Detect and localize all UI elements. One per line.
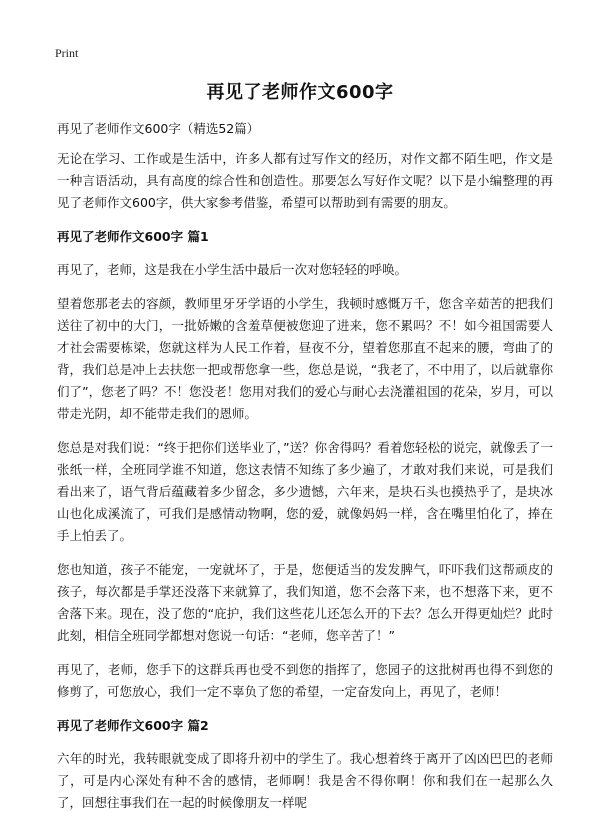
section-paragraph: 再见了，老师，这是我在小学生活中最后一次对您轻轻的呼唤。: [57, 262, 408, 277]
section-heading: 再见了老师作文600字 篇2: [57, 718, 209, 733]
article-subtitle: 再见了老师作文600字（精选52篇）: [57, 121, 260, 136]
section-paragraph: 您总是对我们说：“终于把你们送毕业了，”送？你舍得吗？看着您轻松的说完，就像丢了一张纸一样，全班同学谁不知道，您这表情不知练了多少遍了，才敢对我们来说，可是我们看出来了，语气背后蕴藏着多少留念，多少遗憾，六年来，是块石头也摸热乎了，是块冰山也化成溪流了，可我们是感情动物啊，您的爱，就像妈妈一样，含在嘴里怕化了，捧在手上怕丢了。: [57, 440, 553, 543]
print-label[interactable]: Print: [55, 46, 79, 60]
section-heading: 再见了老师作文600字 篇1: [57, 229, 209, 244]
section-paragraph: 再见了，老师，您手下的这群兵再也受不到您的指挥了，您园子的这批树再也得不到您的修剪了，可您放心，我们一定不辜负了您的希望，一定奋发向上，再见了，老师！: [57, 662, 553, 699]
section-paragraph: 六年的时光，我转眼就变成了即将升初中的学生了。我心想着终于离开了凶凶巴巴的老师了，可是内心深处有种不舍的感情，老师啊！我是舍不得你啊！你和我们在一起那么久了，回想往事我们在一起的时候像朋友一样呢: [57, 751, 553, 810]
page-title: 再见了老师作文600字: [206, 82, 394, 103]
article-body: [57, 118, 553, 826]
section-paragraph: 望着您那老去的容颜，教师里牙牙学语的小学生，我顿时感慨万千，您含辛茹苦的把我们送往了初中的大门，一批娇嫩的含羞草便被您迎了进来，您不累吗？不！如今祖国需要人才社会需要栋梁，您就这样为人民工作着，昼夜不分，望着您那直不起来的腰，弯曲了的背，我们总是冲上去扶您一把或帮您拿一些，您总是说，“我老了，不中用了，以后就靠你们了”，您老了吗？不！您没老！您用对我们的爱心与耐心去浇灌祖国的花朵，岁月，可以带走光阴，却不能带走我们的恩师。: [57, 296, 553, 421]
intro-paragraph: 无论在学习、工作或是生活中，许多人都有过写作文的经历，对作文都不陌生吧，作文是一种言语活动，具有高度的综合性和创造性。那要怎么写好作文呢？以下是小编整理的再见了老师作文600字，供大家参考借鉴，希望可以帮助到有需要的朋友。: [57, 151, 553, 210]
section-paragraph: 您也知道，孩子不能宠，一宠就坏了，于是，您便适当的发发脾气，吓吓我们这帮顽皮的孩子，每次都是手掌还没落下来就算了，我们知道，您不会落下来，也不想落下来，更不舍落下来。现在，没了您的“庇护，我们这些花儿还怎么开的下去？怎么开得更灿烂？此时此刻，相信全班同学都想对您说一句话：“老师，您辛苦了！”: [57, 562, 553, 643]
